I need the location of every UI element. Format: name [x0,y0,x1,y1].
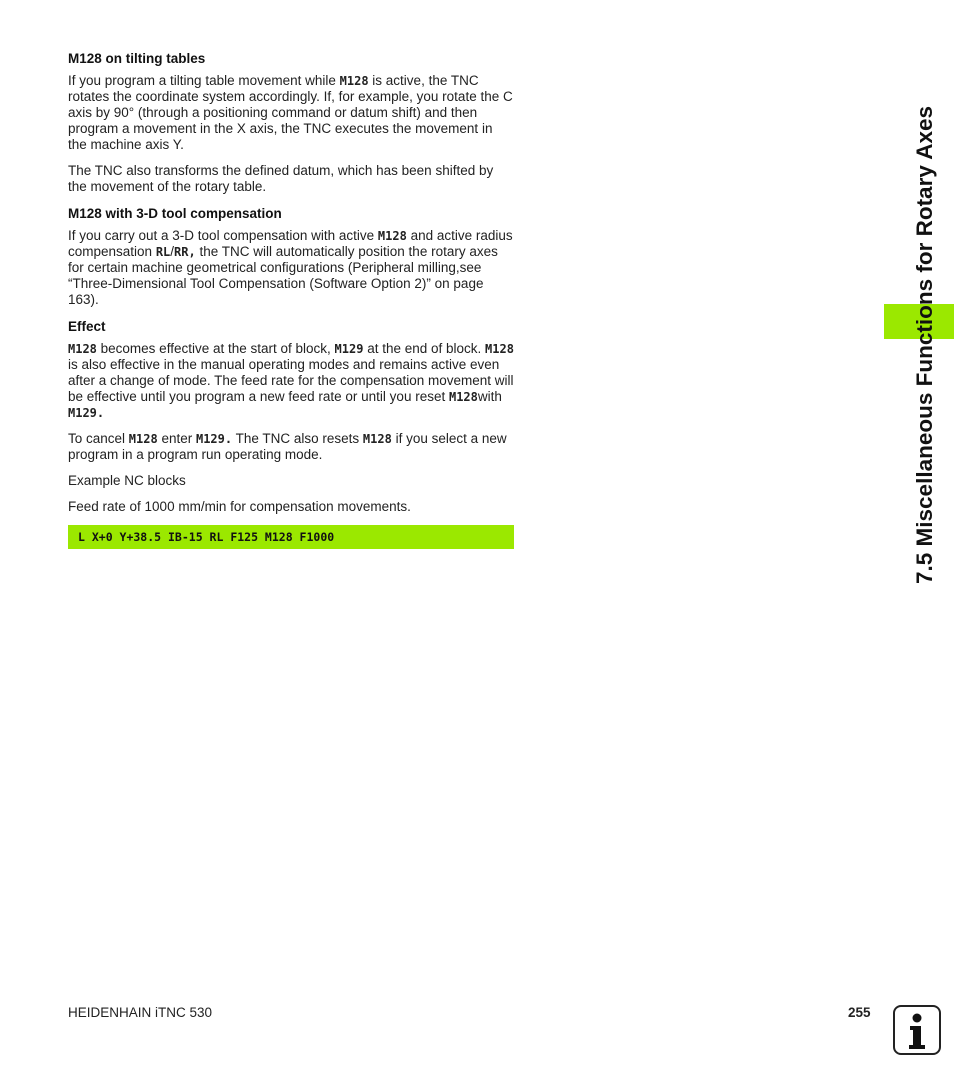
code-rl: RL [155,245,171,259]
code-m129: M129. [68,406,105,420]
text: enter [157,431,196,446]
code-m128: M128 [448,390,478,404]
info-icon [893,1005,941,1055]
text: if you select a new program in a program run operating mode. [68,431,507,462]
code-m128: M128 [362,432,392,446]
paragraph-feed-rate: Feed rate of 1000 mm/min for compensation movements. [68,499,411,514]
code-m128: M128 [128,432,158,446]
footer-product-name: HEIDENHAIN iTNC 530 [68,1005,213,1020]
info-icon-glyph [895,1007,939,1053]
heading-effect: Effect [68,319,106,334]
text: is also effective in the manual operating modes and remains active even after a change of mode. The feed rate for the compensation movement will be effective until you program a new feed rate or until you reset [68,357,514,404]
page-number: 255 [848,1005,871,1020]
heading-tilting-tables: M128 on tilting tables [68,51,206,66]
text: / [170,244,175,259]
text: at the end of block. [363,341,486,356]
text: To cancel [68,431,129,446]
text: is active, the TNC rotates the coordinate system accordingly. If, for example, you rotate the C axis by 90° (through a positioning command or datum shift) and then program a movement in the X axis, the TNC executes the movement in the machine axis Y. [68,73,513,152]
text: the TNC will automatically position the rotary axes for certain machine geometrical configurations (Peripheral milling,see “Three-Dimensional Tool Compensation (Software Option 2)” on page 163). [68,244,498,307]
code-rr: RR, [174,245,196,259]
heading-3d-compensation: M128 with 3-D tool compensation [68,206,282,221]
paragraph-compensation-1 [68,228,514,308]
nc-code-block: L X+0 Y+38.5 IB-15 RL F125 M128 F1000 [68,525,514,549]
text: If you program a tilting table movement while [68,73,340,88]
chapter-side-title: 7.5 Miscellaneous Functions for Rotary Axes [912,105,937,584]
paragraph-tilting-2: The TNC also transforms the defined datum, which has been shifted by the movement of the rotary table. [68,163,494,194]
text: The TNC also resets [232,431,363,446]
code-m128: M128 [377,229,407,243]
paragraph-effect-1 [68,341,514,421]
text: with [477,389,502,404]
paragraph-example-label: Example NC blocks [68,473,186,488]
code-m128: M128 [485,342,514,356]
paragraph-tilting-1 [68,73,514,153]
code-m129: M129 [334,342,364,356]
text: If you carry out a 3-D tool compensation with active [68,228,378,243]
text: becomes effective at the start of block, [96,341,335,356]
code-m129: M129. [195,432,233,446]
code-m128: M128 [68,342,97,356]
code-m128: M128 [339,74,369,88]
paragraph-effect-2 [68,431,514,463]
main-content [68,50,514,549]
text: and active radius compensation [68,228,513,259]
